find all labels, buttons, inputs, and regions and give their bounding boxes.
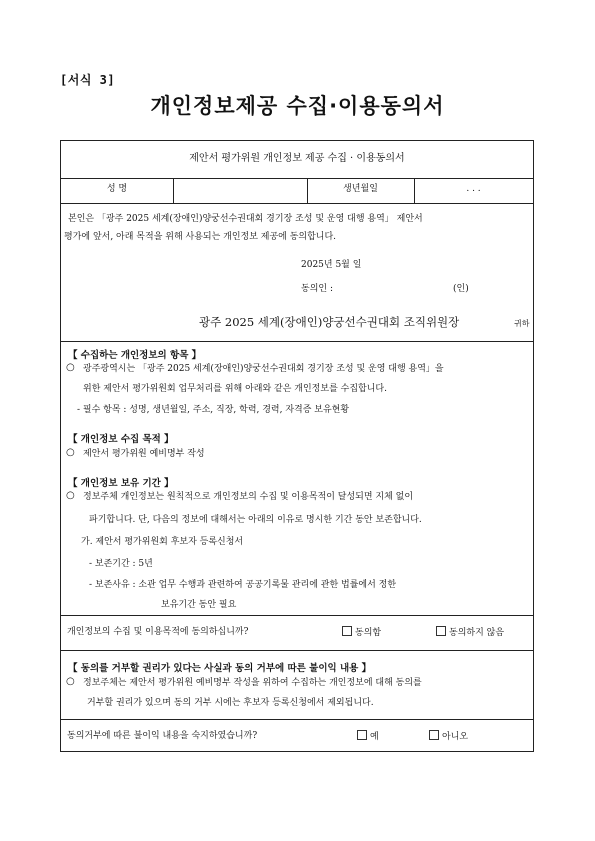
yes-option[interactable] <box>357 730 379 744</box>
divider <box>61 341 533 342</box>
section-retention-line6: 보유기간 동안 필요 <box>161 600 237 610</box>
section-items-line1: 광주광역시는 「광주 2025 세계(장애인)양궁선수권대회 경기장 조성 및 운영 대행 용역」을 <box>83 364 444 374</box>
section-items-line3: - 필수 항목 : 성명, 생년월일, 주소, 직장, 학력, 경력, 자격증 보유현황 <box>77 405 350 415</box>
section-refusal-line1: 정보주체는 제안서 평가위원 예비명부 작성을 위하여 수집하는 개인정보에 대해 동의를 <box>83 678 422 688</box>
bullet-icon: ○ <box>66 362 75 373</box>
section-purpose-line1: 제안서 평가위원 예비명부 작성 <box>83 449 205 459</box>
section-retention-line5: - 보존사유 : 소관 업무 수행과 관련하여 공공기록물 관리에 관한 법률에서 정한 <box>89 580 397 590</box>
disagree-option[interactable] <box>436 626 504 640</box>
consent-statement-line2: 평가에 앞서, 아래 목적을 위해 사용되는 개인정보 제공에 동의합니다. <box>64 232 337 242</box>
consenter-label: 동의인 : <box>301 284 333 294</box>
agree-label: 동의함 <box>355 628 382 638</box>
divider <box>61 650 533 651</box>
consent-form <box>60 140 534 752</box>
name-field[interactable] <box>175 180 305 201</box>
question-acknowledge: 동의거부에 따른 불이익 내용을 숙지하였습니까? <box>67 731 258 741</box>
no-label: 아니오 <box>442 732 469 742</box>
disagree-checkbox[interactable] <box>436 626 446 636</box>
divider <box>61 719 533 720</box>
question-consent: 개인정보의 수집 및 이용목적에 동의하십니까? <box>67 627 249 637</box>
divider <box>173 178 174 203</box>
section-title-purpose: 【 개인정보 수집 목적 】 <box>68 434 174 445</box>
bullet-icon: ○ <box>66 676 75 687</box>
consent-statement-line1: 본인은 「광주 2025 세계(장애인)양궁선수권대회 경기장 조성 및 운영 대행 용역」 제안서 <box>68 214 423 224</box>
recipient: 광주 2025 세계(장애인)양궁선수권대회 조직위원장 <box>199 315 460 329</box>
recipient-suffix: 귀하 <box>514 319 530 328</box>
section-items-line2: 위한 제안서 평가위원회 업무처리를 위해 아래와 같은 개인정보를 수집합니다. <box>83 384 387 394</box>
divider <box>61 178 533 179</box>
section-title-retention: 【 개인정보 보유 기간 】 <box>68 478 174 489</box>
form-number: [서식 3] <box>60 73 116 87</box>
agree-option[interactable] <box>342 626 381 640</box>
disagree-label: 동의하지 않음 <box>449 628 505 638</box>
section-refusal-line2: 거부할 권리가 있으며 동의 거부 시에는 후보자 등록신청에서 제외됩니다. <box>87 698 374 708</box>
no-checkbox[interactable] <box>429 730 439 740</box>
bullet-icon: ○ <box>66 490 75 501</box>
name-label: 성 명 <box>106 184 128 194</box>
section-title-refusal: 【 동의를 거부할 권리가 있다는 사실과 동의 거부에 따른 불이익 내용 】 <box>68 663 372 674</box>
consent-date: 2025년 5월 일 <box>301 260 362 270</box>
form-header: 제안서 평가위원 개인정보 제공 수집 · 이용동의서 <box>189 153 405 164</box>
divider <box>414 178 415 203</box>
yes-label: 예 <box>370 732 379 742</box>
divider <box>61 615 533 616</box>
section-retention-line3: 가. 제안서 평가위원회 후보자 등록신청서 <box>81 537 244 547</box>
section-retention-line1: 정보주체 개인정보는 원칙적으로 개인정보의 수집 및 이용목적이 달성되면 지체 없이 <box>83 492 414 502</box>
document-title: 개인정보제공 수집·이용동의서 <box>150 94 445 118</box>
section-retention-line4: - 보존기간 : 5년 <box>89 559 153 569</box>
section-title-items: 【 수집하는 개인정보의 항목 】 <box>68 350 202 361</box>
no-option[interactable] <box>429 730 468 744</box>
yes-checkbox[interactable] <box>357 730 367 740</box>
seal-label: (인) <box>453 284 469 294</box>
birth-label: 생년월일 <box>343 184 378 194</box>
birth-field[interactable]: . . . <box>466 184 481 194</box>
divider <box>61 203 533 204</box>
bullet-icon: ○ <box>66 447 75 458</box>
section-retention-line2: 파기합니다. 단, 다음의 정보에 대해서는 아래의 이유로 명시한 기간 동안 보존합니다. <box>89 515 422 525</box>
agree-checkbox[interactable] <box>342 626 352 636</box>
